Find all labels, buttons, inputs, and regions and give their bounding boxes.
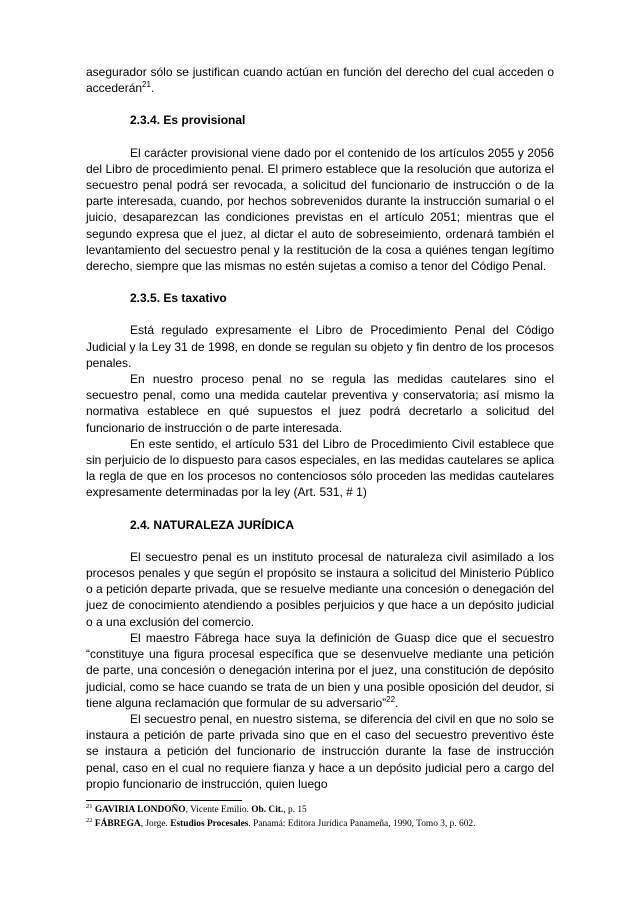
heading-2-4: 2.4. NATURALEZA JURÍDICA <box>130 517 295 532</box>
paragraph-naturaleza-1: El secuestro penal es un instituto procesal de naturaleza civil asimilado a los procesos penales y que según el propósito se instaura a solicitud del Ministerio Público o a petición departe privada, que se resuelve mediante una concesión o denegación del juez de conocimiento atendiendo a posibles perjuicios y que hace a un depósito judicial o a una exclusión del comercio. <box>86 549 554 629</box>
heading-2-3-5: 2.3.5. Es taxativo <box>130 291 227 306</box>
footnote-22: $^{22}$ FÁBREGA, Jorge. Estudios Procesales. Panamá: Editora Jurídica Panameña, 1990, Tomo 3, p. 602. <box>86 816 476 829</box>
footnote-divider <box>86 800 242 801</box>
paragraph-taxativo-2: En nuestro proceso penal no se regula las medidas cautelares sino el secuestro penal, como una medida cautelar preventiva y conservatoria; así mismo la normativa establece en qué supuestos el juez podrá decretarlo a solicitud del funcionario de instrucción o de parte interesada. <box>86 372 554 435</box>
body-text <box>86 64 554 792</box>
paragraph-taxativo-1: Está regulado expresamente el Libro de Procedimiento Penal del Código Judicial y la Ley 31 de 1998, en donde se regulan su objeto y fin dentro de los procesos penales. <box>86 323 554 370</box>
footnote-ref-22: 22 <box>386 694 396 704</box>
intro-paragraph: asegurador sólo se justifican cuando actúan en función del derecho del cual acceden o accederán$^{21}$. <box>86 65 554 96</box>
paragraph-taxativo-3: En este sentido, el artículo 531 del Libro de Procedimiento Civil establece que sin perjuicio de lo dispuesto para casos especiales, en las medidas cautelares se aplica la regla de que en los procesos no contenciosos sólo proceden las medidas cautelares expresamente determinadas por la ley (Art. 531, # 1) <box>86 436 554 500</box>
paragraph-naturaleza-3: El secuestro penal, en nuestro sistema, se diferencia del civil en que no solo se instaura a petición de parte privada sino que en el caso del secuestro preventivo éste se instaura a petición del funcionario de instrucción durante la fase de instrucción penal, caso en el cual no requiere fianza y hace a un depósito judicial pero a cargo del propio funcionario de instrucción, quien luego <box>86 711 554 791</box>
heading-2-3-4: 2.3.4. Es provisional <box>130 113 246 128</box>
footnote-ref-21: 21 <box>142 80 151 90</box>
paragraph-naturaleza-2: El maestro Fábrega hace suya la definición de Guasp dice que el secuestro “constituye una figura procesal específica que se desenvuelve mediante una petición de parte, una concesión o denegación interina por el juez, una constitución de depósito judicial, como se hace cuando se trata de un bien y una posible oposición del deudor, si tiene alguna reclamación que formular de su adversario”$^{22}$. <box>86 630 554 710</box>
footnote-21: $^{21}$ GAVIRIA LONDOÑO, Vicente Emilio. Ob. Cit., p. 15 <box>86 802 307 815</box>
paragraph-provisional: El carácter provisional viene dado por el contenido de los artículos 2055 y 2056 del Libro de procedimiento penal. El primero establece que la resolución que autoriza el secuestro penal podrá ser revocada, a solicitud del funcionario de instrucción o de la parte interesada, cuando, por hechos sobrevenidos durante la instrucción sumarial o el juicio, desaparezcan las condiciones previstas en el artículo 2051; mientras que el segundo expresa que el juez, al dictar el auto de sobreseimiento, ordenará también el levantamiento del secuestro penal y la restitución de la cosa a quiénes tengan legítimo derecho, siempre que las mismas no estén sujetas a comiso a tenor del Código Penal. <box>86 145 554 274</box>
